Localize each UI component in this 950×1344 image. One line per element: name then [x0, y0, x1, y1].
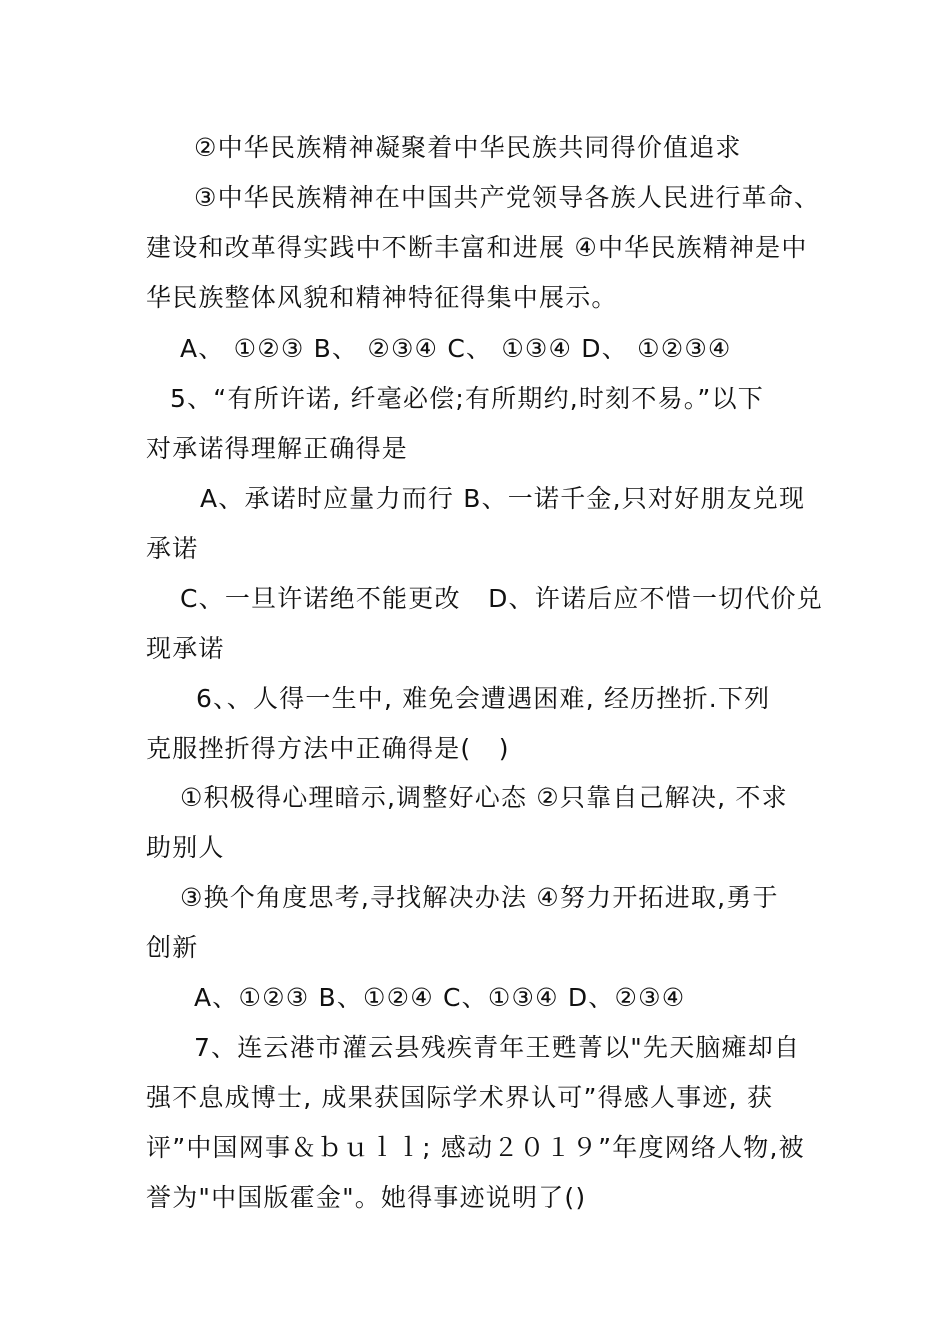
text-line: 承诺	[146, 534, 199, 563]
question-text: 7、连云港市灌云县残疾青年王甦菁以"先天脑瘫却自	[194, 1033, 801, 1062]
answer-options: A、承诺时应量力而行 B、一诺千金,只对好朋友兑现	[200, 484, 806, 513]
text-line: ②中华民族精神凝聚着中华民族共同得价值追求	[194, 133, 742, 162]
answer-options: A、 ①②③ B、 ②③④ C、 ①③④ D、 ①②③④	[180, 334, 732, 363]
text-line: 华民族整体风貌和精神特征得集中展示。	[146, 283, 618, 312]
text-line: ③换个角度思考,寻找解决办法 ④努力开拓进取,勇于	[180, 883, 779, 912]
question-text: 5、“有所许诺, 纤毫必偿;有所期约,时刻不易。”以下	[170, 384, 764, 413]
answer-options: A、①②③ B、①②④ C、①③④ D、②③④	[194, 983, 686, 1012]
text-line: 创新	[146, 933, 199, 962]
text-line: 强不息成博士, 成果获国际学术界认可”得感人事迹, 获	[146, 1083, 774, 1112]
text-line: 誉为"中国版霍金"。她得事迹说明了()	[146, 1183, 587, 1212]
question-text: 6、、人得一生中, 难免会遭遇困难, 经历挫折.下列	[196, 684, 771, 713]
text-line: 克服挫折得方法中正确得是( )	[146, 734, 510, 763]
text-line: ①积极得心理暗示,调整好心态 ②只靠自己解决, 不求	[180, 783, 788, 812]
text-line: 助别人	[146, 833, 225, 862]
text-line: 评”中国网事＆ｂｕｌｌ; 感动２０１９”年度网络人物,被	[146, 1133, 805, 1162]
answer-options: C、一旦许诺绝不能更改 D、许诺后应不惜一切代价兑	[180, 584, 823, 613]
text-line: 建设和改革得实践中不断丰富和进展 ④中华民族精神是中	[146, 233, 808, 262]
text-line: 现承诺	[146, 634, 225, 663]
text-line: ③中华民族精神在中国共产党领导各族人民进行革命、	[194, 183, 821, 212]
text-line: 对承诺得理解正确得是	[146, 434, 409, 463]
